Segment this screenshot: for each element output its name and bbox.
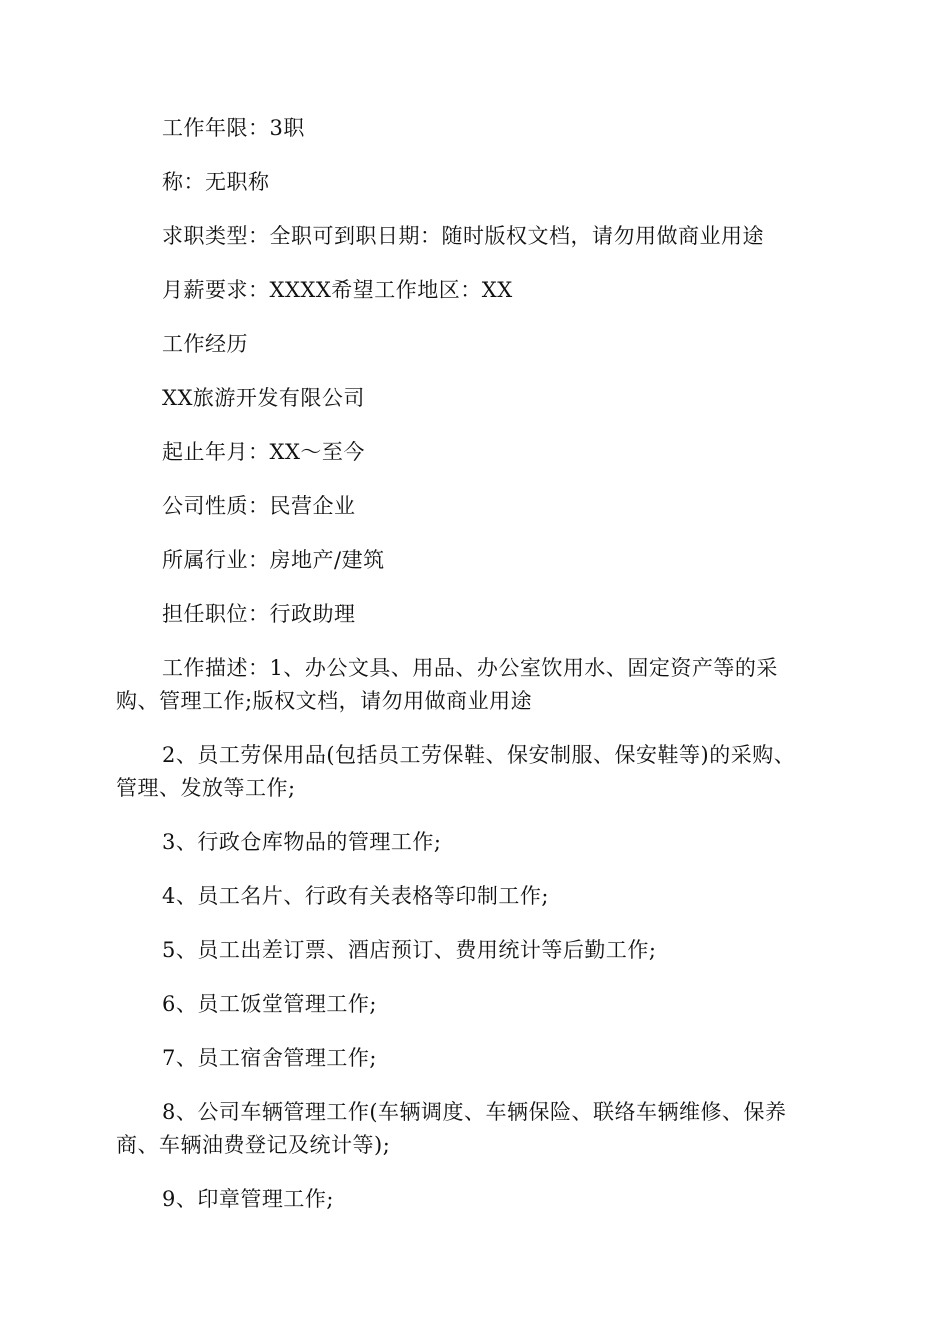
work-years-line: 工作年限：3职 bbox=[162, 116, 305, 140]
job-description-item-3: 3、行政仓库物品的管理工作; bbox=[162, 830, 442, 854]
job-type-line: 求职类型：全职可到职日期：随时版权文档，请勿用做商业用途 bbox=[162, 224, 764, 248]
title-line: 称：无职称 bbox=[162, 170, 270, 194]
job-description-item-4: 4、员工名片、行政有关表格等印制工作; bbox=[162, 884, 549, 908]
company-name-line: XX旅游开发有限公司 bbox=[162, 386, 365, 410]
document-body bbox=[116, 112, 816, 1237]
job-description-item-9: 9、印章管理工作; bbox=[162, 1187, 334, 1211]
job-description-item-2: 2、员工劳保用品(包括员工劳保鞋、保安制服、保安鞋等)的采购、管理、发放等工作; bbox=[116, 743, 796, 800]
salary-line: 月薪要求：XXXX希望工作地区：XX bbox=[162, 278, 513, 302]
job-description-item-5: 5、员工出差订票、酒店预订、费用统计等后勤工作; bbox=[162, 938, 657, 962]
job-description-item-6: 6、员工饭堂管理工作; bbox=[162, 992, 377, 1016]
period-line: 起止年月：XX～至今 bbox=[162, 440, 365, 464]
position-line: 担任职位：行政助理 bbox=[162, 602, 356, 626]
job-description-item-7: 7、员工宿舍管理工作; bbox=[162, 1046, 377, 1070]
industry-line: 所属行业：房地产/建筑 bbox=[162, 548, 385, 572]
job-description-item-1: 工作描述：1、办公文具、用品、办公室饮用水、固定资产等的采购、管理工作;版权文档，请勿用做商业用途 bbox=[116, 656, 778, 713]
work-experience-heading: 工作经历 bbox=[162, 332, 248, 356]
job-description-item-8: 8、公司车辆管理工作(车辆调度、车辆保险、联络车辆维修、保养商、车辆油费登记及统计等); bbox=[116, 1100, 787, 1157]
company-type-line: 公司性质：民营企业 bbox=[162, 494, 356, 518]
